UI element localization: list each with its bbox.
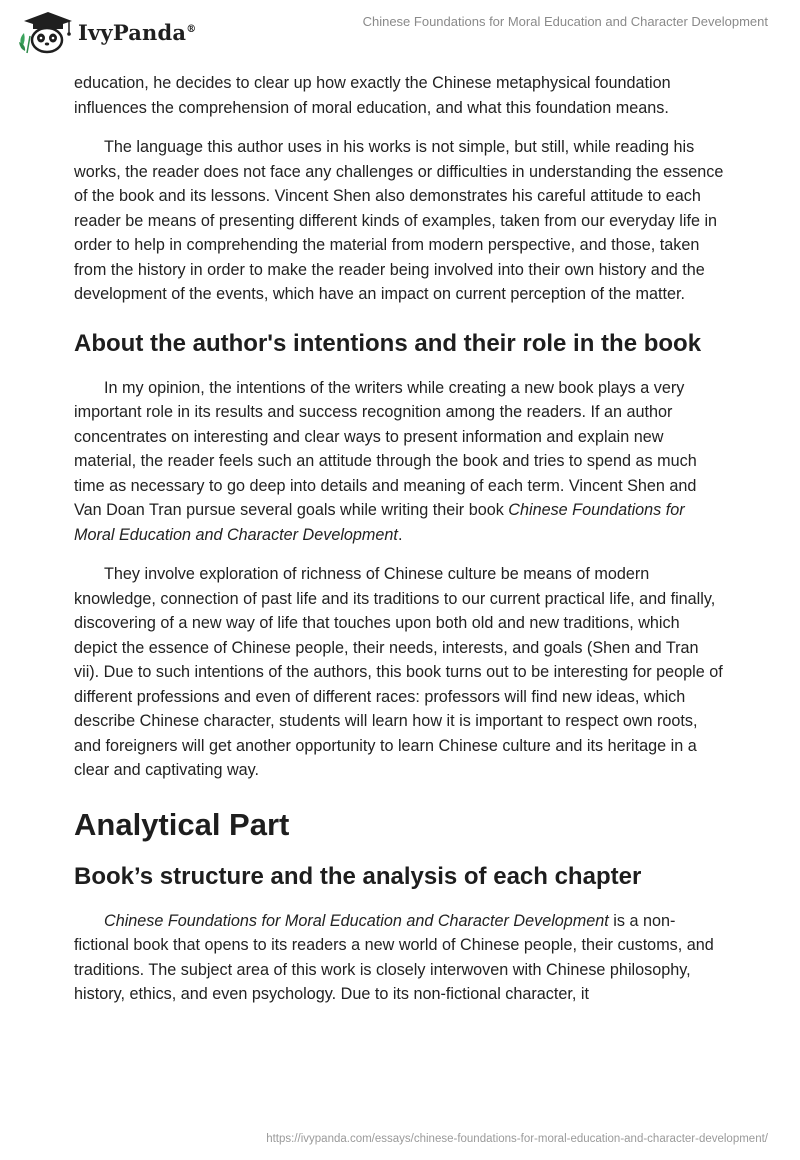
source-url[interactable]: https://ivypanda.com/essays/chinese-foundations-for-moral-education-and-character-development/ (266, 1133, 768, 1145)
paragraph: The language this author uses in his works is not simple, but still, while reading his works, the reader does not face any challenges or difficulties in understanding the essence of the book and its lessons. Vincent Shen also demonstrates his careful attitude to each reader be means of presenting different kinds of examples, taken from our everyday life in order to help in comprehending the material from modern perspective, and those, taken from the history in order to make the reader being involved into their own history and the development of the events, which have an impact on current perception of the matter. (74, 138, 724, 303)
section-heading-intentions: About the author's intentions and their role in the book (74, 329, 702, 357)
ivypanda-logo[interactable] (16, 9, 196, 55)
essay-content (74, 71, 724, 1022)
section-heading-analytical: Analytical Part (74, 806, 290, 842)
paragraph: Chinese Foundations for Moral Education and Character Development is a non-fictional book that opens to its readers a new world of Chinese people, their customs, and traditions. The subject area of this work is closely interwoven with Chinese philosophy, history, ethics, and even psychology. Due to its non-fictional character, it (74, 911, 714, 1003)
panda-graduate-icon (16, 9, 76, 55)
section-heading-structure: Book’s structure and the analysis of each chapter (74, 862, 642, 890)
paragraph: education, he decides to clear up how exactly the Chinese metaphysical foundation influences the comprehension of moral education, and what this foundation means. (74, 74, 671, 117)
paragraph: They involve exploration of richness of Chinese culture be means of modern knowledge, connection of past life and its traditions to our current practical life, and finally, discovering of a new way of life that touches upon both old and new traditions, which depict the essence of Chinese people, their needs, interests, and goals (Shen and Tran vii). Due to such intentions of the authors, this book turns out to be interesting for people of different professions and even of different races: professors will find new ideas, which describe Chinese character, students will learn how it is important to respect own roots, and foreigners will get another opportunity to learn Chinese culture and its heritage in a clear and captivating way. (74, 565, 723, 779)
book-title: Chinese Foundations for Moral Education and Character Development (74, 501, 685, 544)
page-header (0, 0, 800, 66)
book-title: Chinese Foundations for Moral Education and Character Development (104, 911, 609, 930)
brand-name: IvyPanda® (78, 19, 197, 45)
paragraph: In my opinion, the intentions of the writers while creating a new book plays a very important role in its results and success recognition among the readers. If an author concentrates on interesting and clear ways to present information and explain new material, the reader feels such an attitude through the book and tries to spend as much time as necessary to go deep into details and meaning of each term. Vincent Shen and Van Doan Tran pursue several goals while writing their book Chinese Foundations for Moral Education and Character Development. (74, 378, 697, 544)
document-title: Chinese Foundations for Moral Education and Character Development (362, 14, 768, 29)
